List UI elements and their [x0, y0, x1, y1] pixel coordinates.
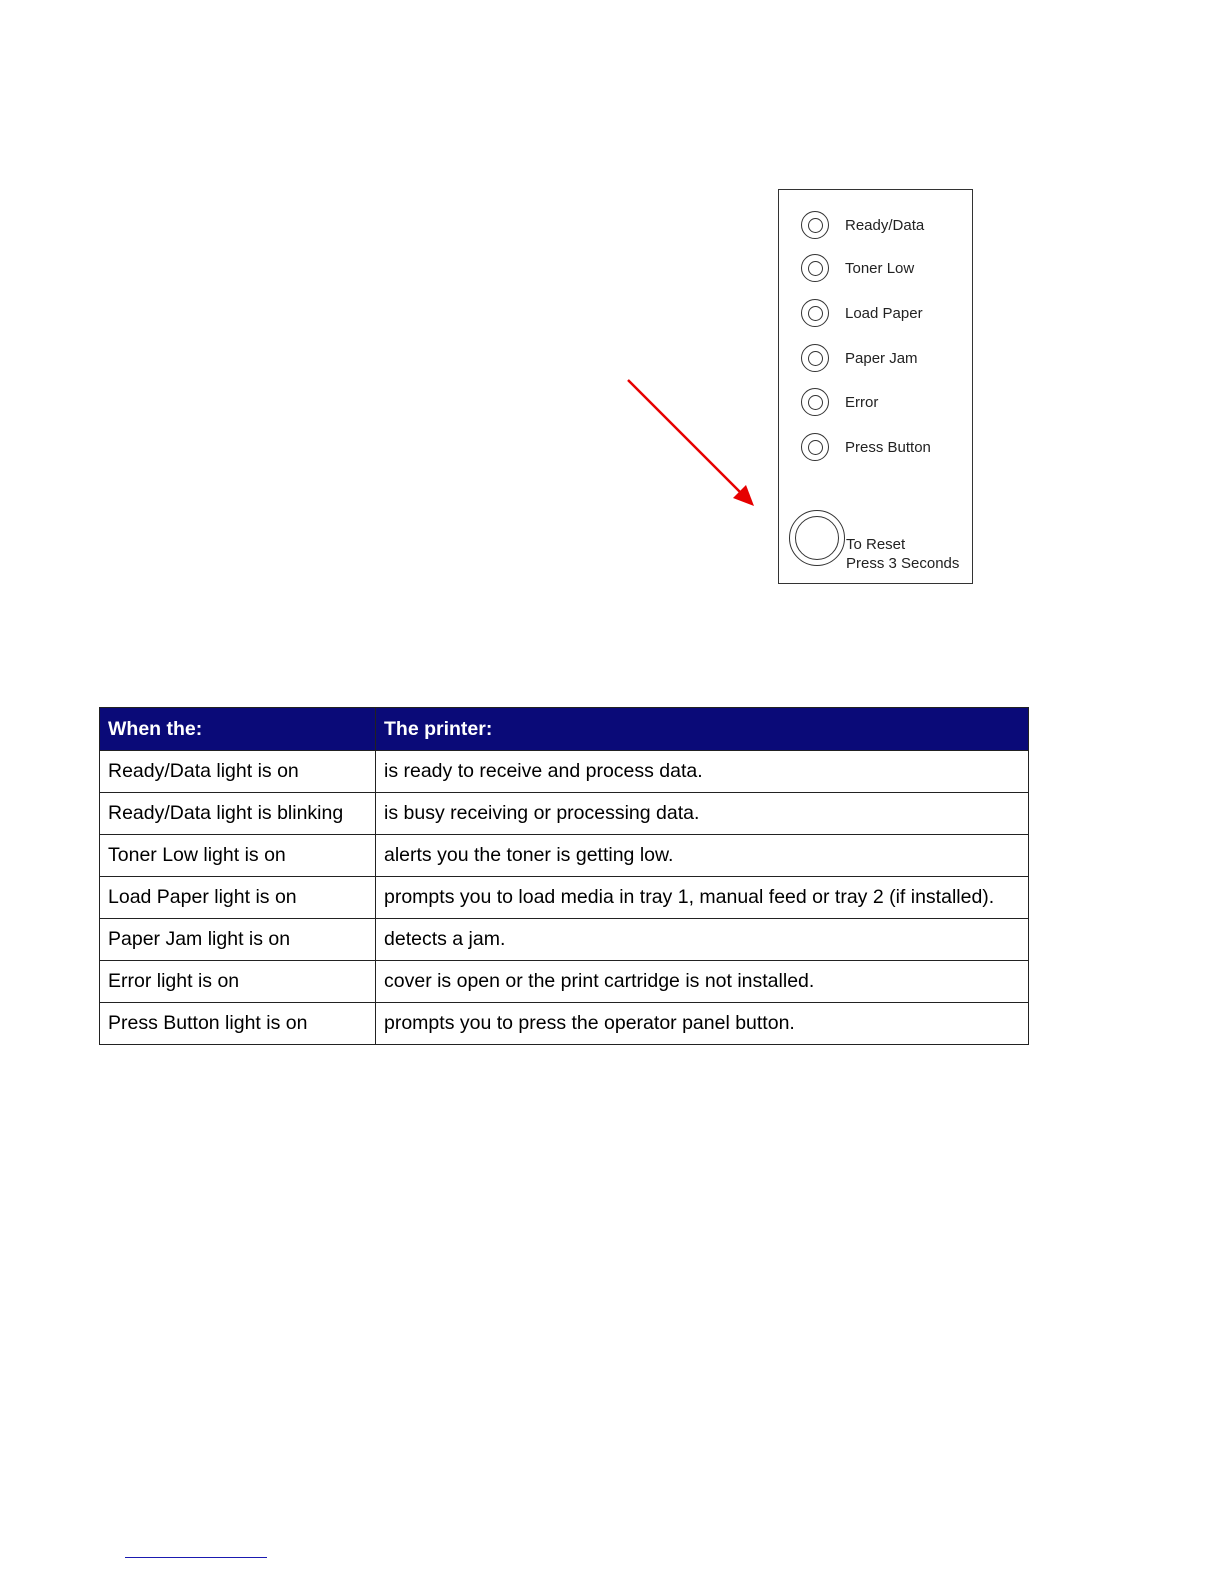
table-row — [100, 793, 1029, 835]
light-paper-jam — [801, 342, 918, 374]
condition-cell: Ready/Data light is on — [100, 751, 376, 793]
condition-cell: Error light is on — [100, 961, 376, 1003]
indicator-light-icon — [801, 299, 829, 327]
light-label: Toner Low — [845, 259, 915, 277]
light-label: Paper Jam — [845, 349, 918, 367]
light-label: Ready/Data — [845, 216, 925, 234]
table-row — [100, 1003, 1029, 1045]
condition-cell: Paper Jam light is on — [100, 919, 376, 961]
footer-link-underline[interactable] — [125, 1557, 267, 1558]
table-row — [100, 919, 1029, 961]
condition-cell: Load Paper light is on — [100, 877, 376, 919]
reset-label — [846, 535, 959, 573]
indicator-light-icon — [801, 344, 829, 372]
reset-label-line2: Press 3 Seconds — [846, 555, 960, 572]
light-toner-low — [801, 252, 914, 284]
table-row — [100, 961, 1029, 1003]
meaning-cell: prompts you to press the operator panel button. — [376, 1003, 1029, 1045]
condition-cell: Toner Low light is on — [100, 835, 376, 877]
light-label: Error — [845, 393, 879, 411]
operator-panel — [778, 189, 973, 584]
indicator-light-icon — [801, 254, 829, 282]
condition-cell: Press Button light is on — [100, 1003, 376, 1045]
meaning-cell: is busy receiving or processing data. — [376, 793, 1029, 835]
table-row — [100, 877, 1029, 919]
table-header-row — [100, 708, 1029, 751]
indicator-light-icon — [801, 211, 829, 239]
light-label: Load Paper — [845, 304, 923, 322]
table-row — [100, 835, 1029, 877]
light-press-button — [801, 431, 931, 463]
light-ready-data — [801, 209, 924, 241]
indicator-light-icon — [801, 433, 829, 461]
light-load-paper — [801, 297, 923, 329]
table-row — [100, 751, 1029, 793]
header-printer: The printer: — [376, 708, 1029, 751]
meaning-cell: cover is open or the print cartridge is not installed. — [376, 961, 1029, 1003]
header-when: When the: — [100, 708, 376, 751]
meaning-cell: is ready to receive and process data. — [376, 751, 1029, 793]
condition-cell: Ready/Data light is blinking — [100, 793, 376, 835]
status-lights-table — [99, 707, 1029, 1045]
meaning-cell: alerts you the toner is getting low. — [376, 835, 1029, 877]
indicator-light-icon — [801, 388, 829, 416]
reset-label-line1: To Reset — [846, 536, 906, 553]
light-label: Press Button — [845, 438, 931, 456]
light-error — [801, 386, 878, 418]
meaning-cell: prompts you to load media in tray 1, manual feed or tray 2 (if installed). — [376, 877, 1029, 919]
pointer-arrow-icon — [620, 372, 760, 512]
reset-button[interactable] — [789, 510, 845, 566]
meaning-cell: detects a jam. — [376, 919, 1029, 961]
